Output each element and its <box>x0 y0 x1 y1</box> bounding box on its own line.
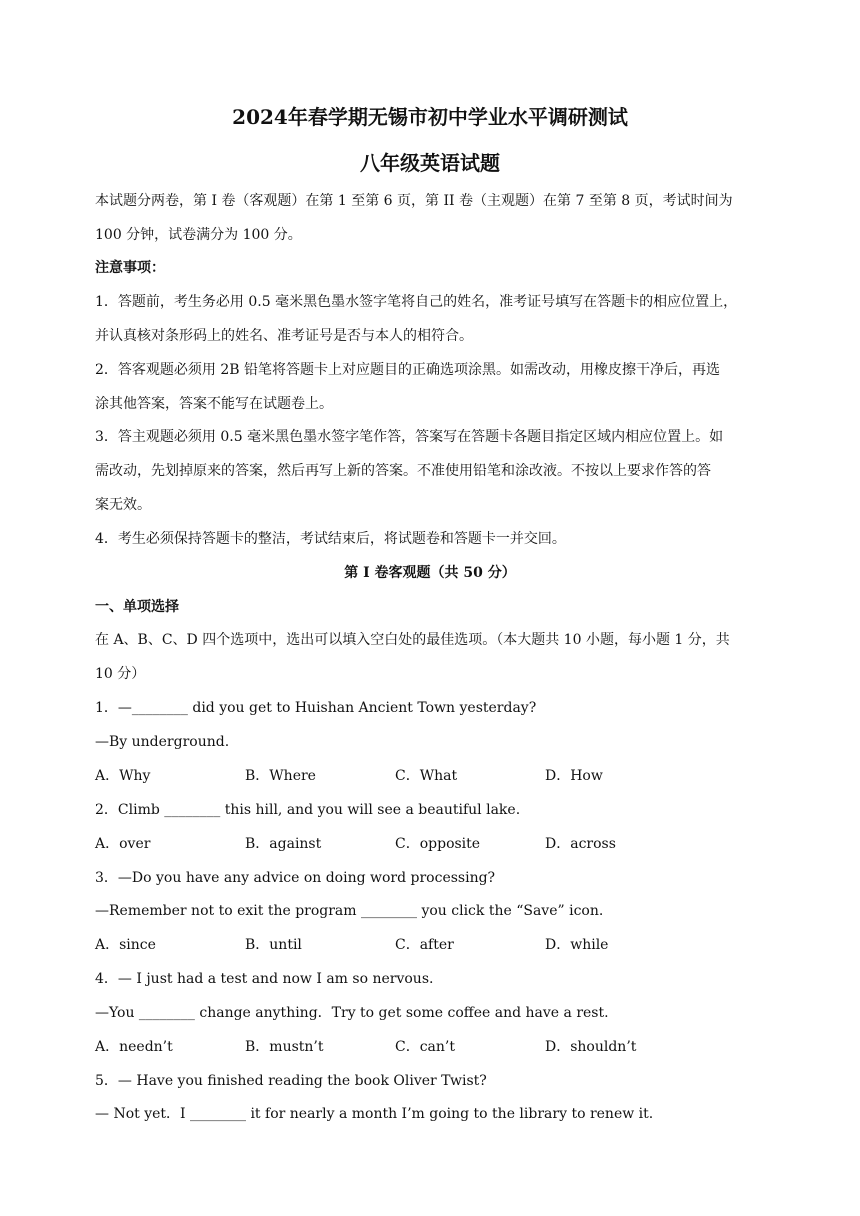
notice-item-3-line-2: 需改动，先划掉原来的答案，然后再写上新的答案。不准使用铅笔和涂改液。不按以上要求作答的答 <box>95 463 711 479</box>
question-2-stem: 2．Climb ________ this hill, and you will see a beautiful lake. <box>95 802 521 818</box>
question-2-option-d: D．across <box>545 836 616 852</box>
question-3-option-b: B．until <box>245 937 302 953</box>
notice-item-3-line-1: 3．答主观题必须用 0.5 毫米黑色墨水签字笔作答，答案写在答题卡各题目指定区域内相应位置上。如 <box>95 429 724 445</box>
notice-item-4-line-1: 4．考生必须保持答题卡的整洁，考试结束后，将试题卷和答题卡一并交回。 <box>95 531 566 547</box>
intro-line-2: 100 分钟，试卷满分为 100 分。 <box>95 227 302 243</box>
instruction-line-1: 在 A、B、C、D 四个选项中，选出可以填入空白处的最佳选项。（本大题共 10 小题，每小题 1 分，共 <box>95 632 730 648</box>
question-4-option-a: A．needn’t <box>95 1039 173 1055</box>
exam-subtitle: 八年级英语试题 <box>360 151 500 175</box>
question-1-option-b: B．Where <box>245 768 316 784</box>
question-2-option-b: B．against <box>245 836 322 852</box>
question-2-option-c: C．opposite <box>395 836 481 852</box>
intro-line-1: 本试题分两卷，第 I 卷（客观题）在第 1 至第 6 页，第 II 卷（主观题）在第 7 至第 8 页，考试时间为 <box>95 193 733 209</box>
question-5-stem: 5．— Have you finished reading the book Oliver Twist? <box>95 1073 487 1089</box>
section-heading: 一、单项选择 <box>95 599 179 615</box>
part1-heading: 第 I 卷客观题（共 50 分） <box>344 565 516 581</box>
notice-item-1-line-2: 并认真核对条形码上的姓名、准考证号是否与本人的相符合。 <box>95 328 473 344</box>
question-4-option-b: B．mustn’t <box>245 1039 324 1055</box>
question-3-option-d: D．while <box>545 937 609 953</box>
question-4-option-c: C．can’t <box>395 1039 455 1055</box>
question-1-stem: 1．—________ did you get to Huishan Ancient Town yesterday? <box>95 700 537 716</box>
notice-heading: 注意事项： <box>95 260 165 276</box>
question-1-option-d: D．How <box>545 768 603 784</box>
question-4-option-d: D．shouldn’t <box>545 1039 637 1055</box>
exam-title: 2024年春学期无锡市初中学业水平调研测试 <box>232 105 628 129</box>
question-4-answer-line: —You ________ change anything．Try to get some coffee and have a rest. <box>95 1005 609 1021</box>
instruction-line-2: 10 分） <box>95 666 146 682</box>
question-3-answer-line: —Remember not to exit the program ________ you click the “Save” icon. <box>95 903 604 919</box>
notice-item-2-line-2: 涂其他答案，答案不能写在试题卷上。 <box>95 396 333 412</box>
question-3-stem: 3．—Do you have any advice on doing word processing? <box>95 870 496 886</box>
question-1-option-a: A．Why <box>95 768 151 784</box>
question-5-answer-line: — Not yet．I ________ it for nearly a month I’m going to the library to renew it. <box>95 1106 654 1122</box>
question-3-option-c: C．after <box>395 937 454 953</box>
question-1-option-c: C．What <box>395 768 458 784</box>
question-4-stem: 4．— I just had a test and now I am so nervous. <box>95 971 434 987</box>
notice-item-2-line-1: 2．答客观题必须用 2B 铅笔将答题卡上对应题目的正确选项涂黑。如需改动，用橡皮擦干净后，再选 <box>95 362 721 378</box>
question-2-option-a: A．over <box>95 836 151 852</box>
question-1-answer-line: —By underground. <box>95 734 230 750</box>
notice-item-3-line-3: 案无效。 <box>95 497 151 513</box>
question-3-option-a: A．since <box>95 937 156 953</box>
notice-item-1-line-1: 1．答题前，考生务必用 0.5 毫米黑色墨水签字笔将自己的姓名，准考证号填写在答题卡的相应位置上， <box>95 294 738 310</box>
